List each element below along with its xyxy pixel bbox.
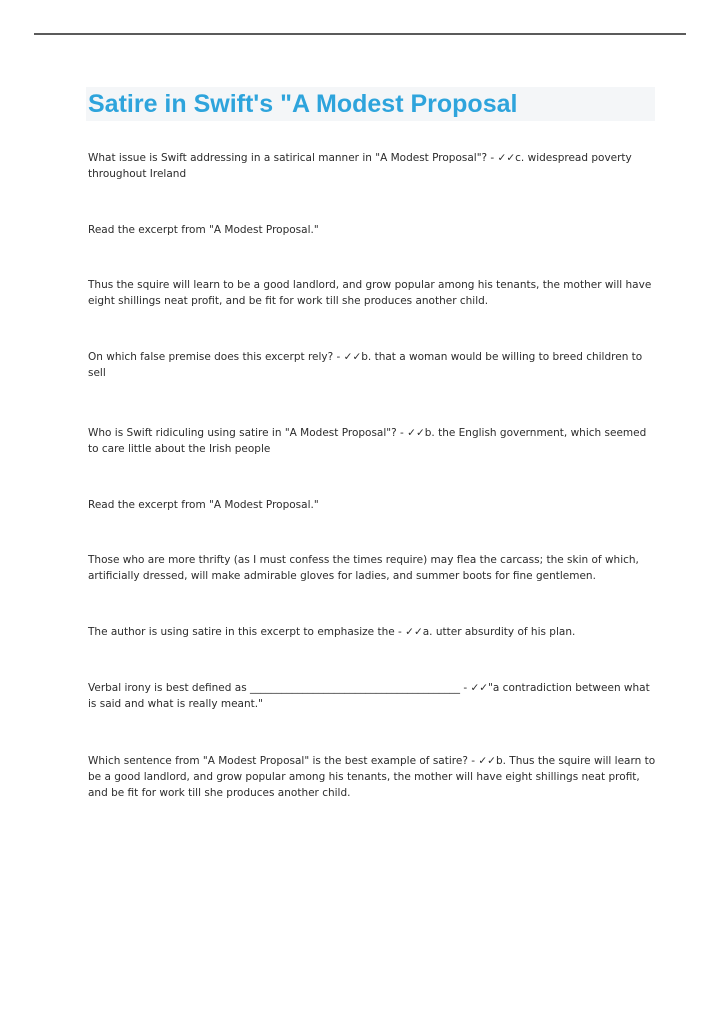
question-poverty: What issue is Swift addressing in a satirical manner in "A Modest Proposal"? - ✓✓c. widespread poverty throughout Ireland [88, 152, 632, 180]
excerpt-intro-1: Read the excerpt from "A Modest Proposal." [88, 224, 319, 236]
question-verbal-irony: Verbal irony is best defined as ________________________________________ - ✓✓"a contradiction between what is said and what is really meant." [88, 682, 650, 710]
excerpt-thrifty: Those who are more thrifty (as I must confess the times require) may flea the carcass; the skin of which, artificially dressed, will make admirable gloves for ladies, and summer boots for fine gentlemen. [88, 554, 639, 582]
excerpt-squire: Thus the squire will learn to be a good landlord, and grow popular among his tenants, the mother will have eight shillings neat profit, and be fit for work till she produces another child. [88, 279, 652, 307]
question-best-satire: Which sentence from "A Modest Proposal" is the best example of satire? - ✓✓b. Thus the squire will learn to be a good landlord, and grow popular among his tenants, the mother will have eight shillings neat profit, and be fit for work till she produces another child. [88, 755, 656, 799]
excerpt-intro-2: Read the excerpt from "A Modest Proposal." [88, 499, 319, 511]
top-rule-divider [34, 33, 686, 35]
question-false-premise: On which false premise does this excerpt rely? - ✓✓b. that a woman would be willing to breed children to sell [88, 351, 643, 379]
document-title: Satire in Swift's "A Modest Proposal [88, 90, 518, 118]
question-emphasize: The author is using satire in this excerpt to emphasize the - ✓✓a. utter absurdity of his plan. [88, 626, 576, 638]
question-ridiculing: Who is Swift ridiculing using satire in "A Modest Proposal"? - ✓✓b. the English government, which seemed to care little about the Irish people [88, 427, 647, 455]
